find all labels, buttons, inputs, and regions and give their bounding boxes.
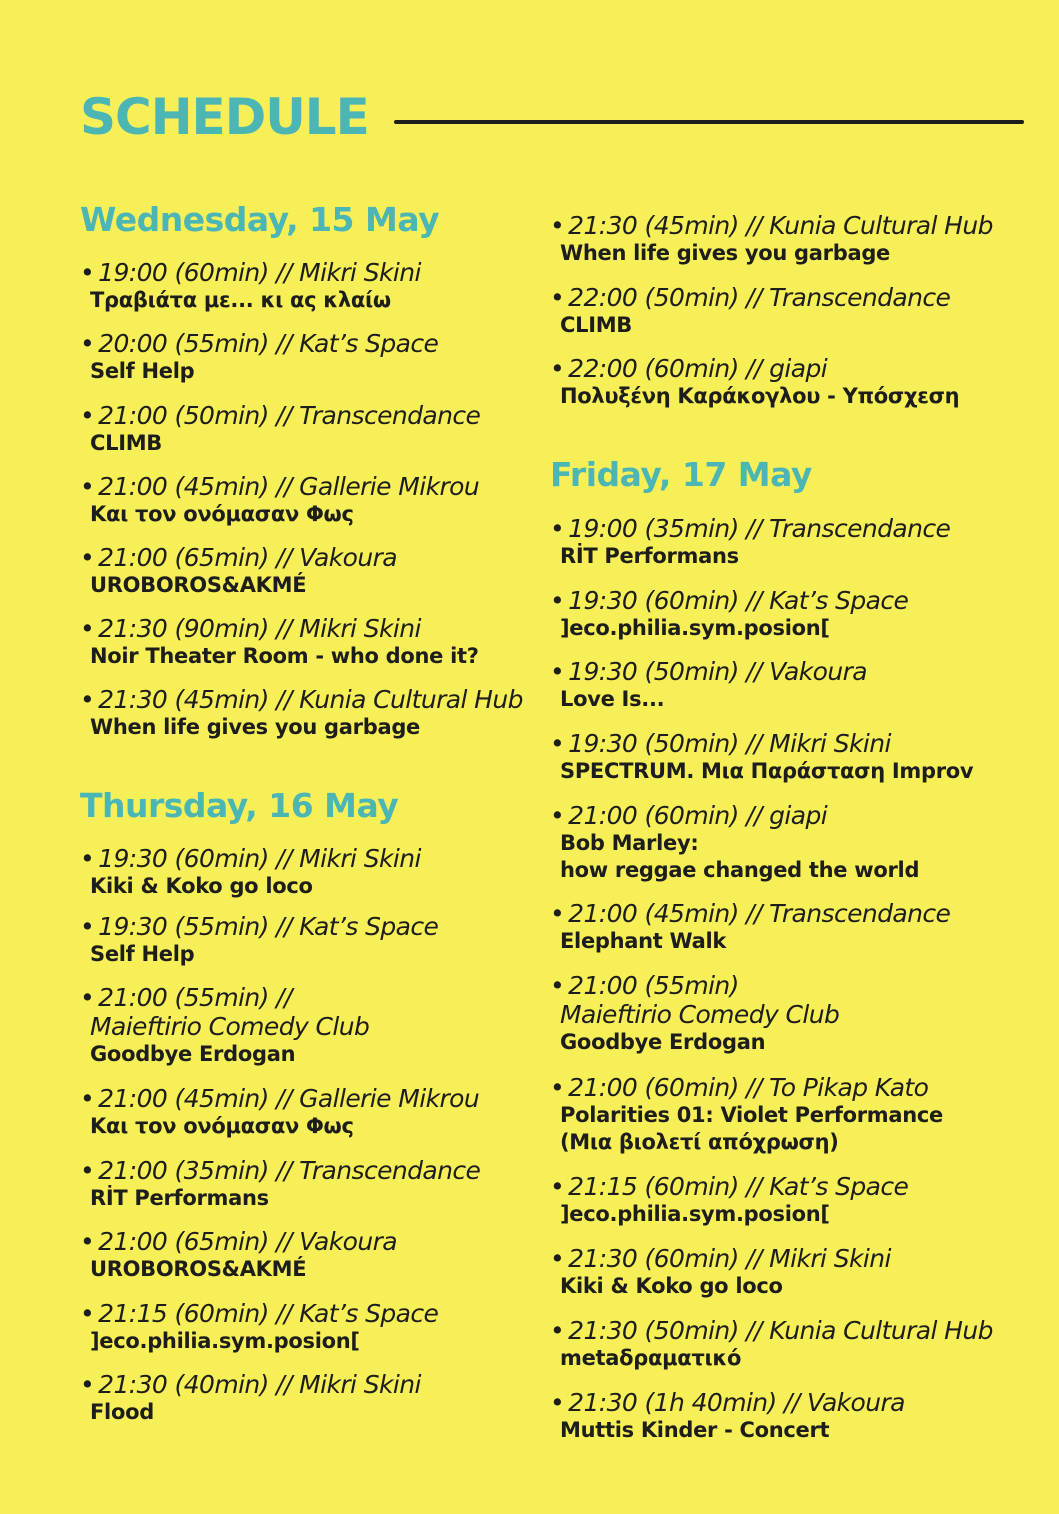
day-heading-friday: Friday, 17 May xyxy=(550,455,812,494)
event-title: When life gives you garbage xyxy=(560,241,890,265)
schedule-event: • 21:30 (45min) // Kunia Cultural Hub When life gives you garbage xyxy=(80,685,523,739)
event-meta: 19:30 (50min) // Mikri Skini xyxy=(568,729,891,758)
schedule-event: • 21:00 (45min) // Gallerie Mikrou Και τον ονόμασαν Φως xyxy=(80,472,520,528)
schedule-event: • 20:00 (55min) // Kat’s Space Self Help xyxy=(80,329,520,385)
schedule-event: • 21:00 (35min) // Transcendance RİT Performans xyxy=(80,1156,520,1212)
schedule-event: • 21:00 (65min) // Vakoura UROBOROS&AKMÉ xyxy=(80,1227,520,1283)
event-title: RİT Performans xyxy=(90,1186,269,1210)
schedule-event: • 21:30 (1h 40min) // Vakoura Muttis Kinder - Concert xyxy=(550,1388,1020,1444)
day-heading-thursday: Thursday, 16 May xyxy=(80,786,399,825)
event-title: Elephant Walk xyxy=(560,929,727,953)
schedule-event: • 21:15 (60min) // Kat’s Space ]eco.philia.sym.posion[ xyxy=(550,1172,1020,1228)
schedule-event: • 21:00 (55min) // Maieftirio Comedy Club Goodbye Erdogan xyxy=(80,983,520,1068)
event-meta: 21:00 (65min) // Vakoura xyxy=(98,543,397,572)
event-title: Και τον ονόμασαν Φως xyxy=(90,502,354,526)
event-meta: 21:00 (60min) // giapi xyxy=(568,801,828,830)
event-meta: 19:00 (60min) // Mikri Skini xyxy=(98,258,421,287)
event-meta: 19:30 (60min) // Kat’s Space xyxy=(568,586,909,615)
schedule-event: • 19:00 (35min) // Transcendance RİT Performans xyxy=(550,514,1020,570)
schedule-event: • 21:00 (65min) // Vakoura UROBOROS&AKMÉ xyxy=(80,543,520,599)
event-title: Και τον ονόμασαν Φως xyxy=(90,1114,354,1138)
event-title: metaδραματικό xyxy=(560,1346,742,1370)
event-meta: 19:00 (35min) // Transcendance xyxy=(568,514,951,543)
event-title: When life gives you garbage xyxy=(90,715,420,739)
event-meta: 20:00 (55min) // Kat’s Space xyxy=(98,329,439,358)
page-title: SCHEDULE xyxy=(80,88,369,146)
event-title: SPECTRUM. Μια Παράσταση Improv xyxy=(560,759,974,783)
event-meta: 21:00 (45min) // Gallerie Mikrou xyxy=(98,472,480,501)
event-meta: 22:00 (60min) // giapi xyxy=(568,354,828,383)
schedule-event: • 21:30 (45min) // Kunia Cultural Hub When life gives you garbage xyxy=(550,211,1020,267)
event-title: ]eco.philia.sym.posion[ xyxy=(90,1329,360,1353)
event-title: Πολυξένη Καράκογλου - Υπόσχεση xyxy=(560,384,960,408)
event-title: Noir Theater Room - who done it? xyxy=(90,644,479,668)
schedule-event: • 19:30 (60min) // Kat’s Space ]eco.philia.sym.posion[ xyxy=(550,586,1020,642)
event-meta: 21:00 (60min) // To Pikap Kato xyxy=(568,1073,929,1102)
event-meta: 22:00 (50min) // Transcendance xyxy=(568,283,951,312)
event-meta: 21:30 (45min) // Kunia Cultural Hub xyxy=(568,211,993,240)
event-title-line2: how reggae changed the world xyxy=(560,858,920,882)
event-title: ]eco.philia.sym.posion[ xyxy=(560,616,830,640)
schedule-event: • 21:00 (45min) // Gallerie Mikrou Και τον ονόμασαν Φως xyxy=(80,1084,520,1140)
event-meta: 21:00 (45min) // Transcendance xyxy=(568,899,951,928)
schedule-event: • 19:30 (50min) // Mikri Skini SPECTRUM. Μια Παράσταση Improv xyxy=(550,729,1020,785)
event-title: Self Help xyxy=(90,359,195,383)
event-title-line2: (Μια βιολετί απόχρωση) xyxy=(560,1130,839,1154)
event-title: Kiki & Koko go loco xyxy=(90,874,313,898)
event-title: Goodbye Erdogan xyxy=(560,1030,766,1054)
schedule-event: • 19:30 (55min) // Kat’s Space Self Help xyxy=(80,912,520,968)
event-meta: 21:30 (40min) // Mikri Skini xyxy=(98,1370,421,1399)
event-meta: 21:00 (45min) // Gallerie Mikrou xyxy=(98,1084,480,1113)
event-title: RİT Performans xyxy=(560,544,739,568)
event-title: ]eco.philia.sym.posion[ xyxy=(560,1202,830,1226)
event-meta: 21:00 (50min) // Transcendance xyxy=(98,401,481,430)
event-meta: 21:00 (55min) // xyxy=(98,983,292,1012)
event-title: Flood xyxy=(90,1400,154,1424)
event-meta: 21:30 (1h 40min) // Vakoura xyxy=(568,1388,905,1417)
event-title: Muttis Kinder - Concert xyxy=(560,1418,830,1442)
event-title: CLIMB xyxy=(90,431,163,455)
event-meta: 21:30 (90min) // Mikri Skini xyxy=(98,614,421,643)
event-meta: 21:00 (35min) // Transcendance xyxy=(98,1156,481,1185)
schedule-event: • 19:00 (60min) // Mikri Skini Τραβιάτα με... κι ας κλαίω xyxy=(80,258,520,314)
event-title: UROBOROS&AKMÉ xyxy=(90,1257,307,1281)
event-meta: 19:30 (60min) // Mikri Skini xyxy=(98,844,421,873)
event-meta: 19:30 (55min) // Kat’s Space xyxy=(98,912,439,941)
event-title: Goodbye Erdogan xyxy=(90,1042,296,1066)
event-meta: 19:30 (50min) // Vakoura xyxy=(568,657,867,686)
schedule-event: • 21:00 (60min) // giapi Bob Marley: how reggae changed the world xyxy=(550,801,1020,884)
event-meta: 21:30 (50min) // Kunia Cultural Hub xyxy=(568,1316,993,1345)
event-meta: 21:15 (60min) // Kat’s Space xyxy=(568,1172,909,1201)
title-divider xyxy=(394,120,1024,124)
event-meta: 21:30 (45min) // Kunia Cultural Hub xyxy=(98,685,523,714)
schedule-event: • 19:30 (50min) // Vakoura Love Is... xyxy=(550,657,1020,713)
schedule-event: • 21:30 (40min) // Mikri Skini Flood xyxy=(80,1370,520,1426)
event-title: Bob Marley: xyxy=(560,831,699,855)
event-meta: 21:00 (55min) xyxy=(568,971,739,1000)
event-meta: 21:30 (60min) // Mikri Skini xyxy=(568,1244,891,1273)
schedule-event: • 22:00 (60min) // giapi Πολυξένη Καράκογλου - Υπόσχεση xyxy=(550,354,1020,410)
schedule-event: • 21:30 (60min) // Mikri Skini Kiki & Koko go loco xyxy=(550,1244,1020,1300)
event-meta-venue: Maieftirio Comedy Club xyxy=(90,1012,370,1041)
event-title: Kiki & Koko go loco xyxy=(560,1274,783,1298)
event-title: Τραβιάτα με... κι ας κλαίω xyxy=(90,288,391,312)
event-meta-venue: Maieftirio Comedy Club xyxy=(560,1000,840,1029)
schedule-event: • 21:00 (45min) // Transcendance Elephant Walk xyxy=(550,899,1020,955)
day-heading-wednesday: Wednesday, 15 May xyxy=(80,200,440,239)
event-title: Polarities 01: Violet Performance xyxy=(560,1103,943,1127)
schedule-event: • 19:30 (60min) // Mikri Skini Kiki & Koko go loco xyxy=(80,844,520,900)
event-title: UROBOROS&AKMÉ xyxy=(90,573,307,597)
event-title: Self Help xyxy=(90,942,195,966)
schedule-event: • 21:30 (50min) // Kunia Cultural Hub metaδραματικό xyxy=(550,1316,1020,1372)
event-meta: 21:15 (60min) // Kat’s Space xyxy=(98,1299,439,1328)
schedule-event: • 21:15 (60min) // Kat’s Space ]eco.philia.sym.posion[ xyxy=(80,1299,520,1355)
schedule-event: • 21:30 (90min) // Mikri Skini Noir Theater Room - who done it? xyxy=(80,614,520,670)
schedule-event: • 21:00 (55min) Maieftirio Comedy Club Goodbye Erdogan xyxy=(550,971,1020,1056)
schedule-event: • 22:00 (50min) // Transcendance CLIMB xyxy=(550,283,1020,339)
event-title: CLIMB xyxy=(560,313,633,337)
schedule-event: • 21:00 (60min) // To Pikap Kato Polarities 01: Violet Performance (Μια βιολετί απόχρωση) xyxy=(550,1073,1020,1156)
schedule-event: • 21:00 (50min) // Transcendance CLIMB xyxy=(80,401,520,457)
event-title: Love Is... xyxy=(560,687,665,711)
event-meta: 21:00 (65min) // Vakoura xyxy=(98,1227,397,1256)
